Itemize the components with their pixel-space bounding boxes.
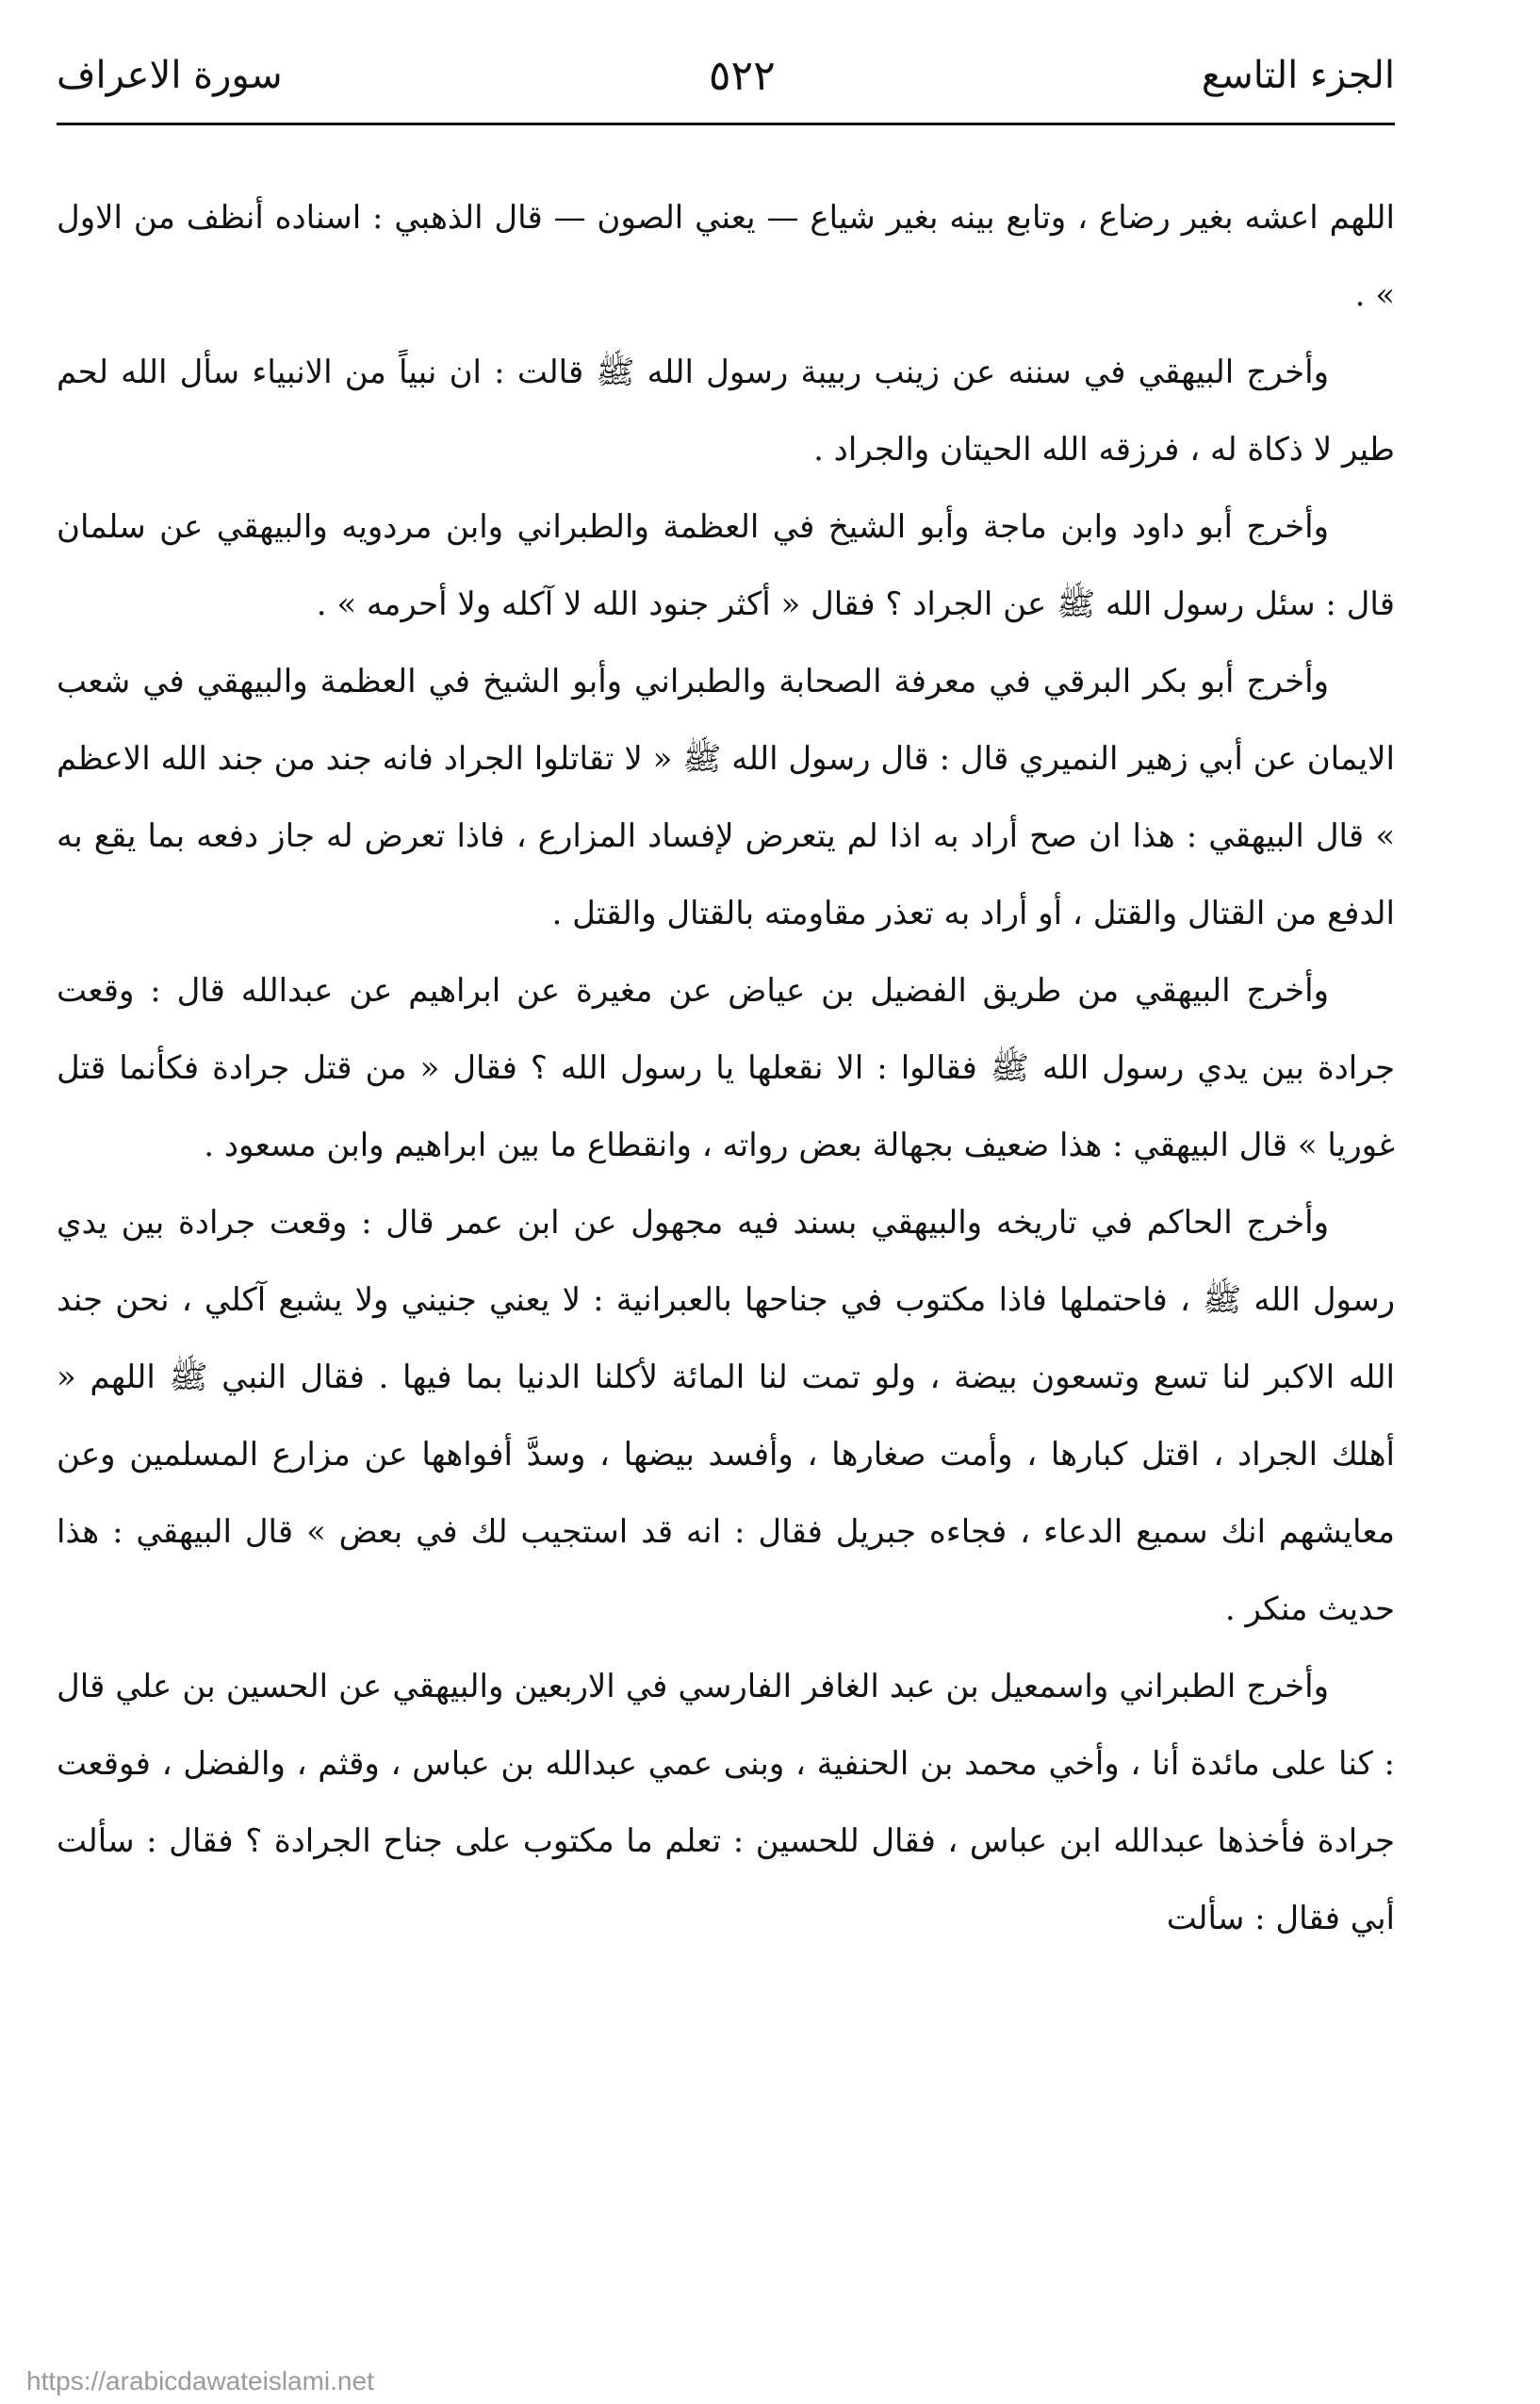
page-header — [57, 38, 1395, 113]
paragraph: وأخرج الحاكم في تاريخه والبيهقي بسند فيه مجهول عن ابن عمر قال : وقعت جرادة بين يدي رسول الله ﷺ ، فاحتملها فاذا مكتوب في جناحها بالعبرانية : لا يعني جنيني ولا يشبع آكلي ، نحن جند الله الاكبر لنا تسع وتسعون بيضة ، ولو تمت لنا المائة لأكلنا الدنيا بما فيها . فقال النبي ﷺ اللهم « أهلك الجراد ، اقتل كبارها ، وأمت صغارها ، وأفسد بيضها ، وسدَّ أفواهها عن مزارع المسلمين وعن معايشهم انك سميع الدعاء ، فجاءه جبريل فقال : انه قد استجيب لك في بعض » قال البيهقي : هذا حديث منكر . — [57, 1204, 1395, 1628]
paragraph: وأخرج أبو داود وابن ماجة وأبو الشيخ في العظمة والطبراني وابن مردويه والبيهقي عن سلمان قال : سئل رسول الله ﷺ عن الجراد ؟ فقال « أكثر جنود الله لا آكله ولا أحرمه » . — [57, 508, 1395, 623]
paragraph: وأخرج أبو بكر البرقي في معرفة الصحابة والطبراني وأبو الشيخ في العظمة والبيهقي في شعب الايمان عن أبي زهير النميري قال : قال رسول الله ﷺ « لا تقاتلوا الجراد فانه جند من جند الله الاعظم » قال البيهقي : هذا ان صح أراد به اذا لم يتعرض لإفساد المزارع ، فاذا تعرض له جاز دفعه بما يقع به الدفع من القتال والقتل ، أو أراد به تعذر مقاومته بالقتال والقتل . — [57, 663, 1395, 932]
paragraph: وأخرج الطبراني واسمعيل بن عبد الغافر الفارسي في الاربعين والبيهقي عن الحسين بن علي قال : كنا على مائدة أنا ، وأخي محمد بن الحنفية ، وبنى عمي عبدالله بن عباس ، وقثم ، والفضل ، فوقعت جرادة فأخذها عبدالله ابن عباس ، فقال للحسين : تعلم ما مكتوب على جناح الجرادة ؟ فقال : سألت أبي فقال : سألت — [57, 1668, 1395, 1937]
paragraph: اللهم اعشه بغير رضاع ، وتابع بينه بغير شياع — يعني الصون — قال الذهبي : اسناده أنظف من الاول » . — [57, 199, 1395, 314]
page-body — [57, 179, 1395, 1957]
surah-label: سورة الاعراف — [57, 54, 283, 97]
watermark-url: https://arabicdawateislami.net — [26, 2366, 374, 2396]
header-rule — [57, 123, 1395, 125]
paragraph: وأخرج البيهقي من طريق الفضيل بن عياض عن مغيرة عن ابراهيم عن عبدالله قال : وقعت جرادة بين يدي رسول الله ﷺ فقالوا : الا نقعلها يا رسول الله ؟ فقال « من قتل جرادة فكأنما قتل غوريا » قال البيهقي : هذا ضعيف بجهالة بعض رواته ، وانقطاع ما بين ابراهيم وابن مسعود . — [57, 972, 1395, 1164]
book-page — [57, 28, 1395, 2366]
page-number: ٥٢٢ — [708, 51, 776, 100]
paragraph: وأخرج البيهقي في سننه عن زينب ربيبة رسول الله ﷺ قالت : ان نبياً من الانبياء سأل الله لحم طير لا ذكاة له ، فرزقه الله الحيتان والجراد . — [57, 354, 1395, 469]
juz-label: الجزء التاسع — [1201, 54, 1395, 97]
